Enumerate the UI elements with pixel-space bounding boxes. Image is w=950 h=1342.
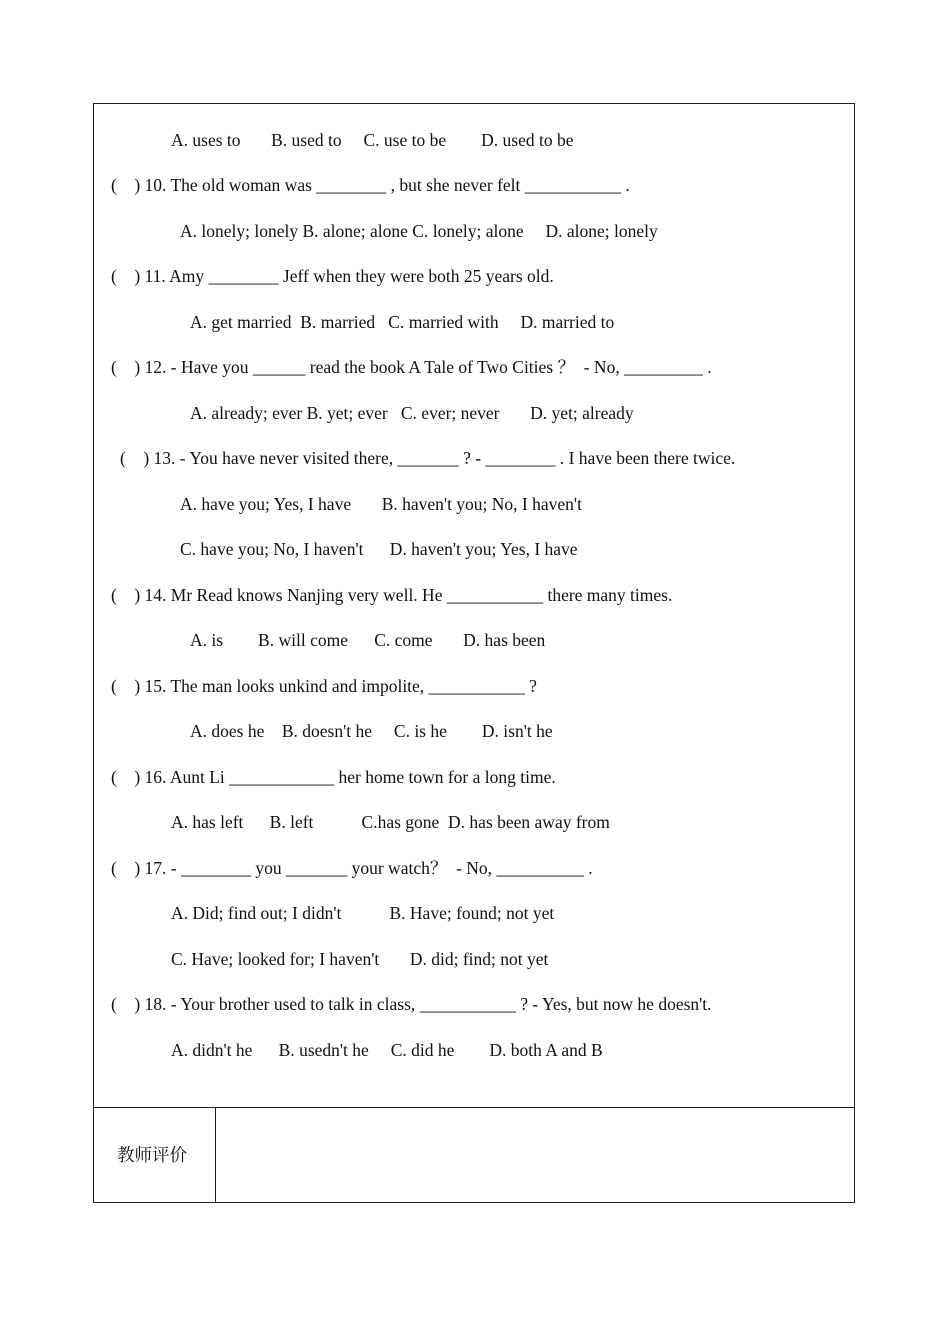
q13-stem: ( ) 13. - You have never visited there, _______ ? - ________ . I have been there twice. — [120, 448, 736, 468]
q17-stem: ( ) 17. - ________ you _______ your watch？ - No, __________ . — [111, 858, 593, 878]
q10-options: A. lonely; lonely B. alone; alone C. lonely; alone D. alone; lonely — [180, 221, 658, 241]
q11-stem: ( ) 11. Amy ________ Jeff when they were both 25 years old. — [111, 266, 554, 286]
worksheet-table — [93, 103, 855, 1203]
q14-stem: ( ) 14. Mr Read knows Nanjing very well. He ___________ there many times. — [111, 585, 673, 605]
q13-options-ab: A. have you; Yes, I have B. haven't you; No, I haven't — [180, 494, 582, 514]
q18-options: A. didn't he B. usedn't he C. did he D. both A and B — [171, 1040, 603, 1060]
q13-options-cd: C. have you; No, I haven't D. haven't you; Yes, I have — [180, 539, 578, 559]
q12-options: A. already; ever B. yet; ever C. ever; never D. yet; already — [190, 403, 634, 423]
q14-options: A. is B. will come C. come D. has been — [190, 630, 546, 650]
q15-stem: ( ) 15. The man looks unkind and impolite, ___________ ? — [111, 676, 537, 696]
teacher-evaluation-field[interactable] — [216, 1108, 854, 1203]
teacher-evaluation-label: 教师评价 — [117, 1146, 187, 1166]
q17-options-ab: A. Did; find out; I didn't B. Have; found; not yet — [171, 903, 555, 923]
q16-stem: ( ) 16. Aunt Li ____________ her home town for a long time. — [111, 767, 556, 787]
q18-stem: ( ) 18. - Your brother used to talk in class, ___________ ? - Yes, but now he doesn't. — [111, 994, 712, 1014]
q9-options: A. uses to B. used to C. use to be D. used to be — [171, 130, 574, 150]
q15-options: A. does he B. doesn't he C. is he D. isn't he — [190, 721, 553, 741]
q12-stem: ( ) 12. - Have you ______ read the book A Tale of Two Cities ？ - No, _________ . — [111, 357, 712, 377]
q10-stem: ( ) 10. The old woman was ________ , but she never felt ___________ . — [111, 175, 630, 195]
questions-cell — [94, 104, 854, 1108]
q11-options: A. get married B. married C. married with D. married to — [190, 312, 615, 332]
q16-options: A. has left B. left C.has gone D. has been away from — [171, 812, 610, 832]
q17-options-cd: C. Have; looked for; I haven't D. did; find; not yet — [171, 949, 549, 969]
